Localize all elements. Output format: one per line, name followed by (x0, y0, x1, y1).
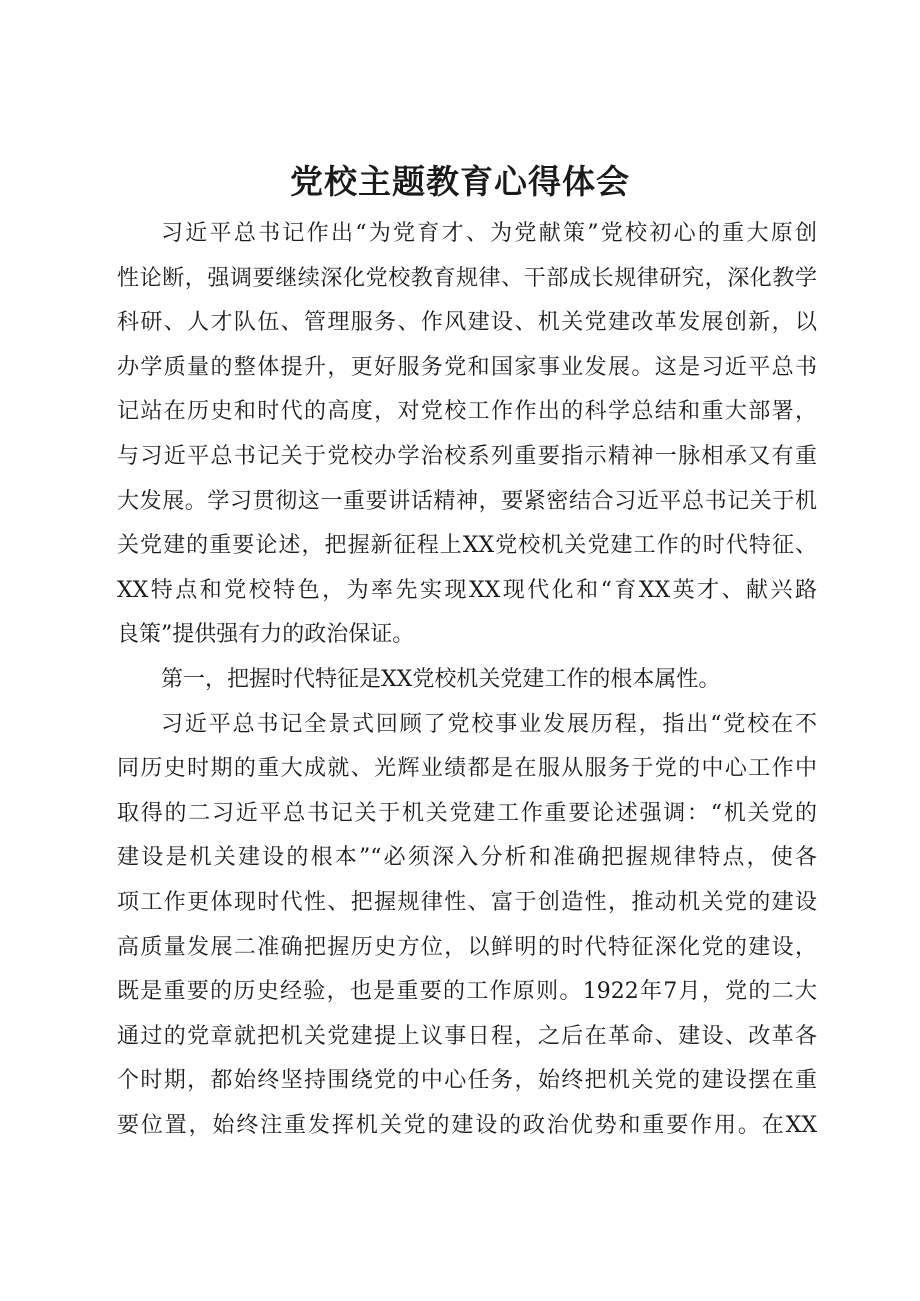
text-line: 项工作更体现时代性、把握规律性、富于创造性，推动机关党的建设 (117, 889, 817, 915)
text-line: 习近平总书记作出“为党育才、为党献策”党校初心的重大原创 (161, 221, 817, 246)
text-line: 个时期，都始终坚持围绕党的中心任务，始终把机关党的建设摆在重 (117, 1068, 817, 1094)
text-line: 第一，把握时代特征是XX党校机关党建工作的根本属性。 (161, 666, 721, 692)
text-line: 关党建的重要论述，把握新征程上XX党校机关党建工作的时代特征、 (117, 533, 817, 559)
text-line: 与习近平总书记关于党校办学治校系列重要指示精神一脉相承又有重 (117, 443, 817, 469)
text-line: 取得的二习近平总书记关于机关党建工作重要论述强调：“机关党的 (117, 800, 817, 826)
text-line: 要位置，始终注重发挥机关党的建设的政治优势和重要作用。在XX (117, 1112, 817, 1138)
text-line: 科研、人才队伍、管理服务、作风建设、机关党建改革发展创新，以 (117, 310, 817, 336)
text-line: 建设是机关建设的根本”“必须深入分析和准确把握规律特点，使各 (117, 845, 817, 871)
document-body (117, 212, 817, 1148)
text-line: 记站在历史和时代的高度，对党校工作作出的科学总结和重大部署， (117, 399, 817, 425)
text-line: 高质量发展二准确把握历史方位，以鲜明的时代特征深化党的建设， (117, 934, 817, 960)
text-line: 既是重要的历史经验，也是重要的工作原则。1922年7月，党的二大 (117, 979, 817, 1005)
document-title: 党校主题教育心得体会 (290, 162, 630, 201)
text-line: 办学质量的整体提升，更好服务党和国家事业发展。这是习近平总书 (117, 354, 817, 380)
text-line: 大发展。学习贯彻这一重要讲话精神，要紧密结合习近平总书记关于机 (117, 488, 817, 514)
text-line: 良策”提供强有力的政治保证。 (117, 622, 415, 648)
text-line: 同历史时期的重大成就、光辉业绩都是在服从服务于党的中心工作中 (117, 756, 817, 782)
text-line: 性论断，强调要继续深化党校教育规律、干部成长规律研究，深化教学 (117, 265, 817, 291)
text-line: 习近平总书记全景式回顾了党校事业发展历程，指出“党校在不 (161, 711, 817, 737)
text-line: XX特点和党校特色，为率先实现XX现代化和“育XX英才、献兴路 (117, 577, 817, 603)
text-line: 通过的党章就把机关党建提上议事日程，之后在革命、建设、改革各 (117, 1023, 817, 1049)
